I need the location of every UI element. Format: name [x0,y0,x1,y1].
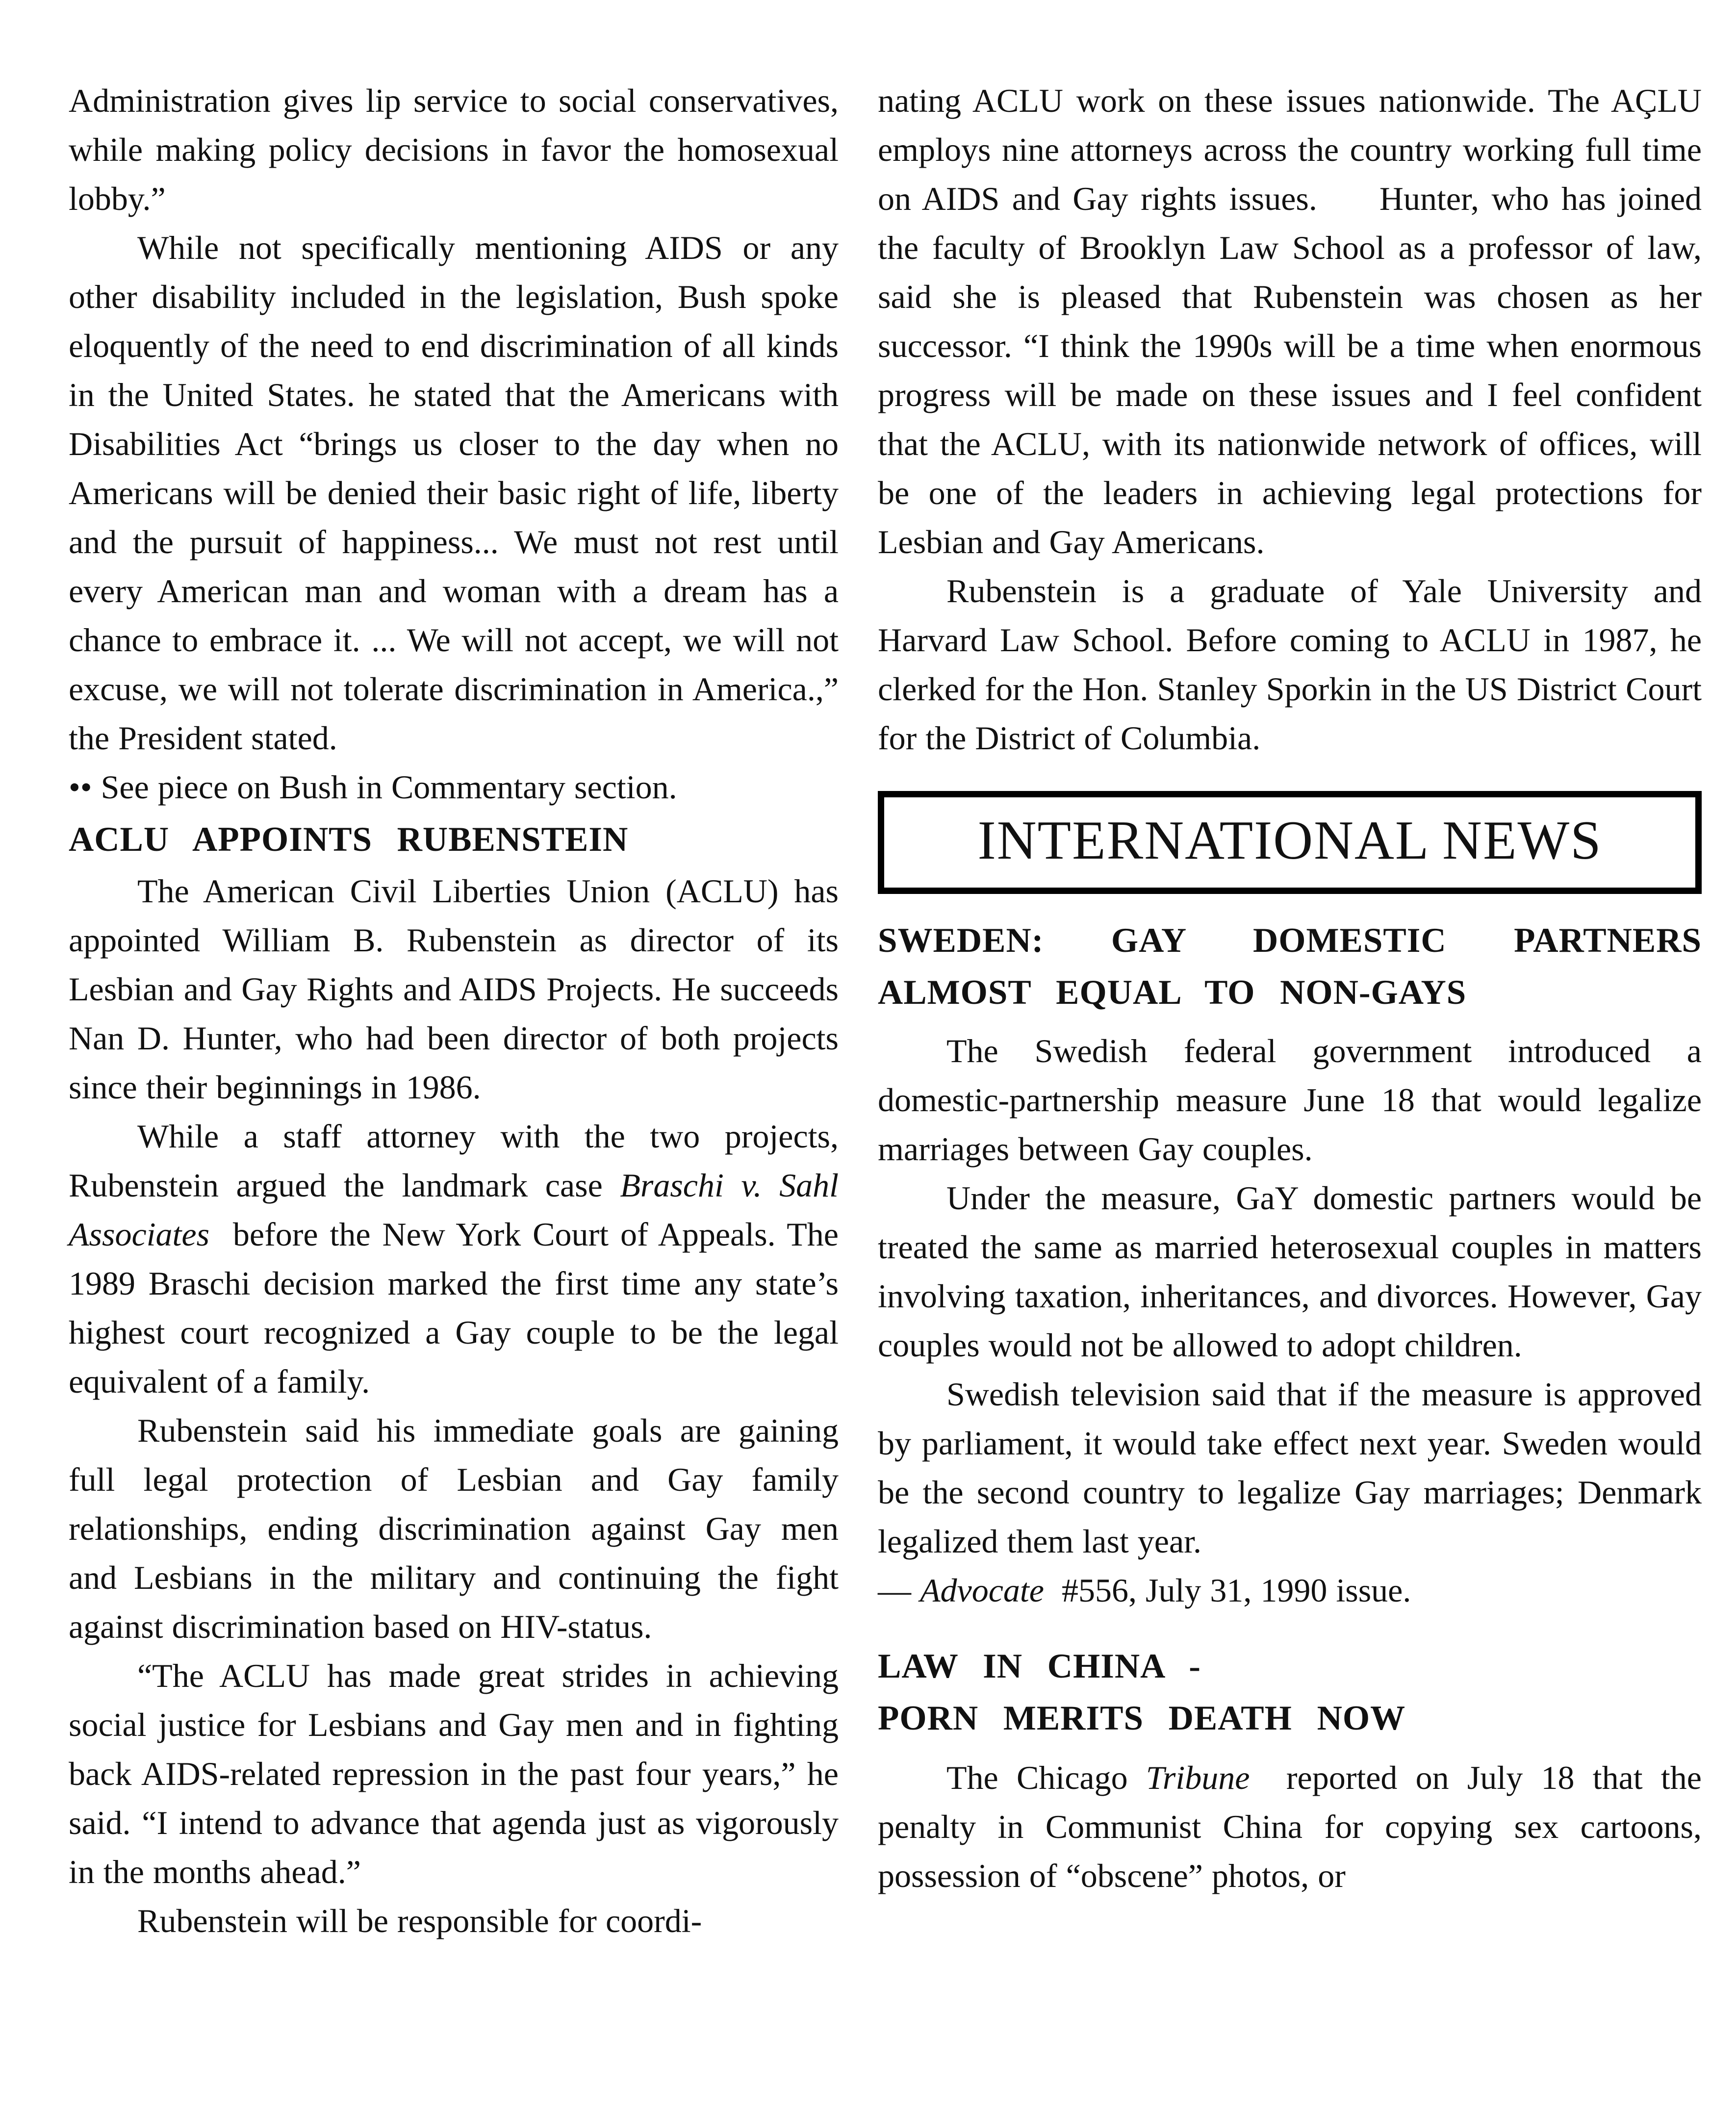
paragraph-nationwide: nating ACLU work on these issues nationwide. The AÇLU employs nine attorneys across the country working full time on AIDS and Gay rights issues. Hunter, who has joined the faculty of Brooklyn Law School as a professor of law, said she is pleased that Rubenstein was chosen as her successor. “I think the 1990s will be a time when enormous progress will be made on these issues and I feel confident that the ACLU, with its nationwide network of offices, will be one of the leaders in achieving legal protections for Lesbian and Gay Americans. [878,82,1702,560]
tribune-text-start: The Chicago [946,1759,1146,1796]
left-column [69,76,839,2114]
commentary-note: •• See piece on Bush in Commentary section. [69,768,677,806]
heading-china-line2: PORN MERITS DEATH NOW [878,1699,1406,1737]
tribune-publication: Tribune [1146,1759,1250,1796]
paragraph-bush-ada: While not specifically mentioning AIDS or any other disability included in the legislation, Bush spoke eloquently of the need to end discrimination of all kinds in the United States. he stated that the Americans with Disabilities Act “brings us closer to the day when no Americans will be denied their basic right of life, liberty and the pursuit of happiness... We must not rest until every American man and woman with a dream has a chance to embrace it. ... We will not accept, we will not excuse, we will not tolerate discrimination in America.,” the President stated. [69,229,839,757]
advocate-credit-line [878,1566,1702,1615]
international-news-banner [878,791,1702,894]
paragraph-coordinating: Rubenstein will be responsible for coordi- [137,1902,702,1939]
braschi-text-end: before the New York Court of Appeals. The 1989 Braschi decision marked the first time any state’s highest court recognized a Gay couple to be the legal equivalent of a family. [69,1216,839,1400]
paragraph-lobby-quote: Administration gives lip service to social conservatives, while making policy decisions in favor the homosexual lobby.” [69,82,839,217]
tribune-text-end: reported on July 18 that the penalty in Communist China for copying sex cartoons, possession of “obscene” photos, or [878,1759,1702,1894]
heading-sweden-line1: SWEDEN: GAY DOMESTIC PARTNERS [878,921,1702,960]
heading-law-in-china [878,1640,1702,1744]
credit-dash: — [878,1572,920,1609]
heading-sweden-line2: ALMOST EQUAL TO NON-GAYS [878,973,1467,1012]
braschi-text-start: While a staff attorney with the two projects, Rubenstein argued the landmark case [69,1118,839,1204]
paragraph-yale-harvard: Rubenstein is a graduate of Yale University and Harvard Law School. Before coming to ACLU in 1987, he clerked for the Hon. Stanley Sporkin in the US District Court for the District of Columbia. [878,572,1702,757]
paragraph-tribune-report [878,1753,1702,1900]
paragraph-braschi-case [69,1112,839,1406]
international-news-title: INTERNATIONAL NEWS [977,810,1602,871]
braschi-case-title: Braschi v. Sahl Associates [69,1167,839,1253]
heading-sweden-partners [878,915,1702,1019]
heading-china-line1: LAW IN CHINA - [878,1647,1201,1685]
paragraph-aclu-appointment: The American Civil Liberties Union (ACLU) has appointed William B. Rubenstein as director of its Lesbian and Gay Rights and AIDS Projects. He succeeds Nan D. Hunter, who had been director of both projects since their beginnings in 1986. [69,872,839,1106]
right-column [878,76,1702,2114]
paragraph-swedish-television: Swedish television said that if the measure is approved by parliament, it would take effect next year. Sweden would be the second country to legalize Gay marriages; Denmark legalized them last year. [878,1375,1702,1560]
paragraph-strides: “The ACLU has made great strides in achieving social justice for Lesbians and Gay men and in fighting back AIDS-related repression in the past four years,” he said. “I intend to advance that agenda just as vigorously in the months ahead.” [69,1657,839,1890]
paragraph-goals: Rubenstein said his immediate goals are gaining full legal protection of Lesbian and Gay family relationships, ending discrimination against Gay men and Lesbians in the military and continuing the fight against discrimination based on HIV-status. [69,1412,839,1645]
credit-issue: #556, July 31, 1990 issue. [1044,1572,1411,1609]
paragraph-measure-details: Under the measure, GaY domestic partners would be treated the same as married heterosexual couples in matters involving taxation, inheritances, and divorces. However, Gay couples would not be allowed to adopt children. [878,1179,1702,1364]
credit-publication: Advocate [920,1572,1044,1609]
paragraph-swedish-government: The Swedish federal government introduced a domestic-partnership measure June 18 that would legalize marriages between Gay couples. [878,1032,1702,1168]
heading-aclu-appoints-rubenstein: ACLU APPOINTS RUBENSTEIN [69,820,629,859]
